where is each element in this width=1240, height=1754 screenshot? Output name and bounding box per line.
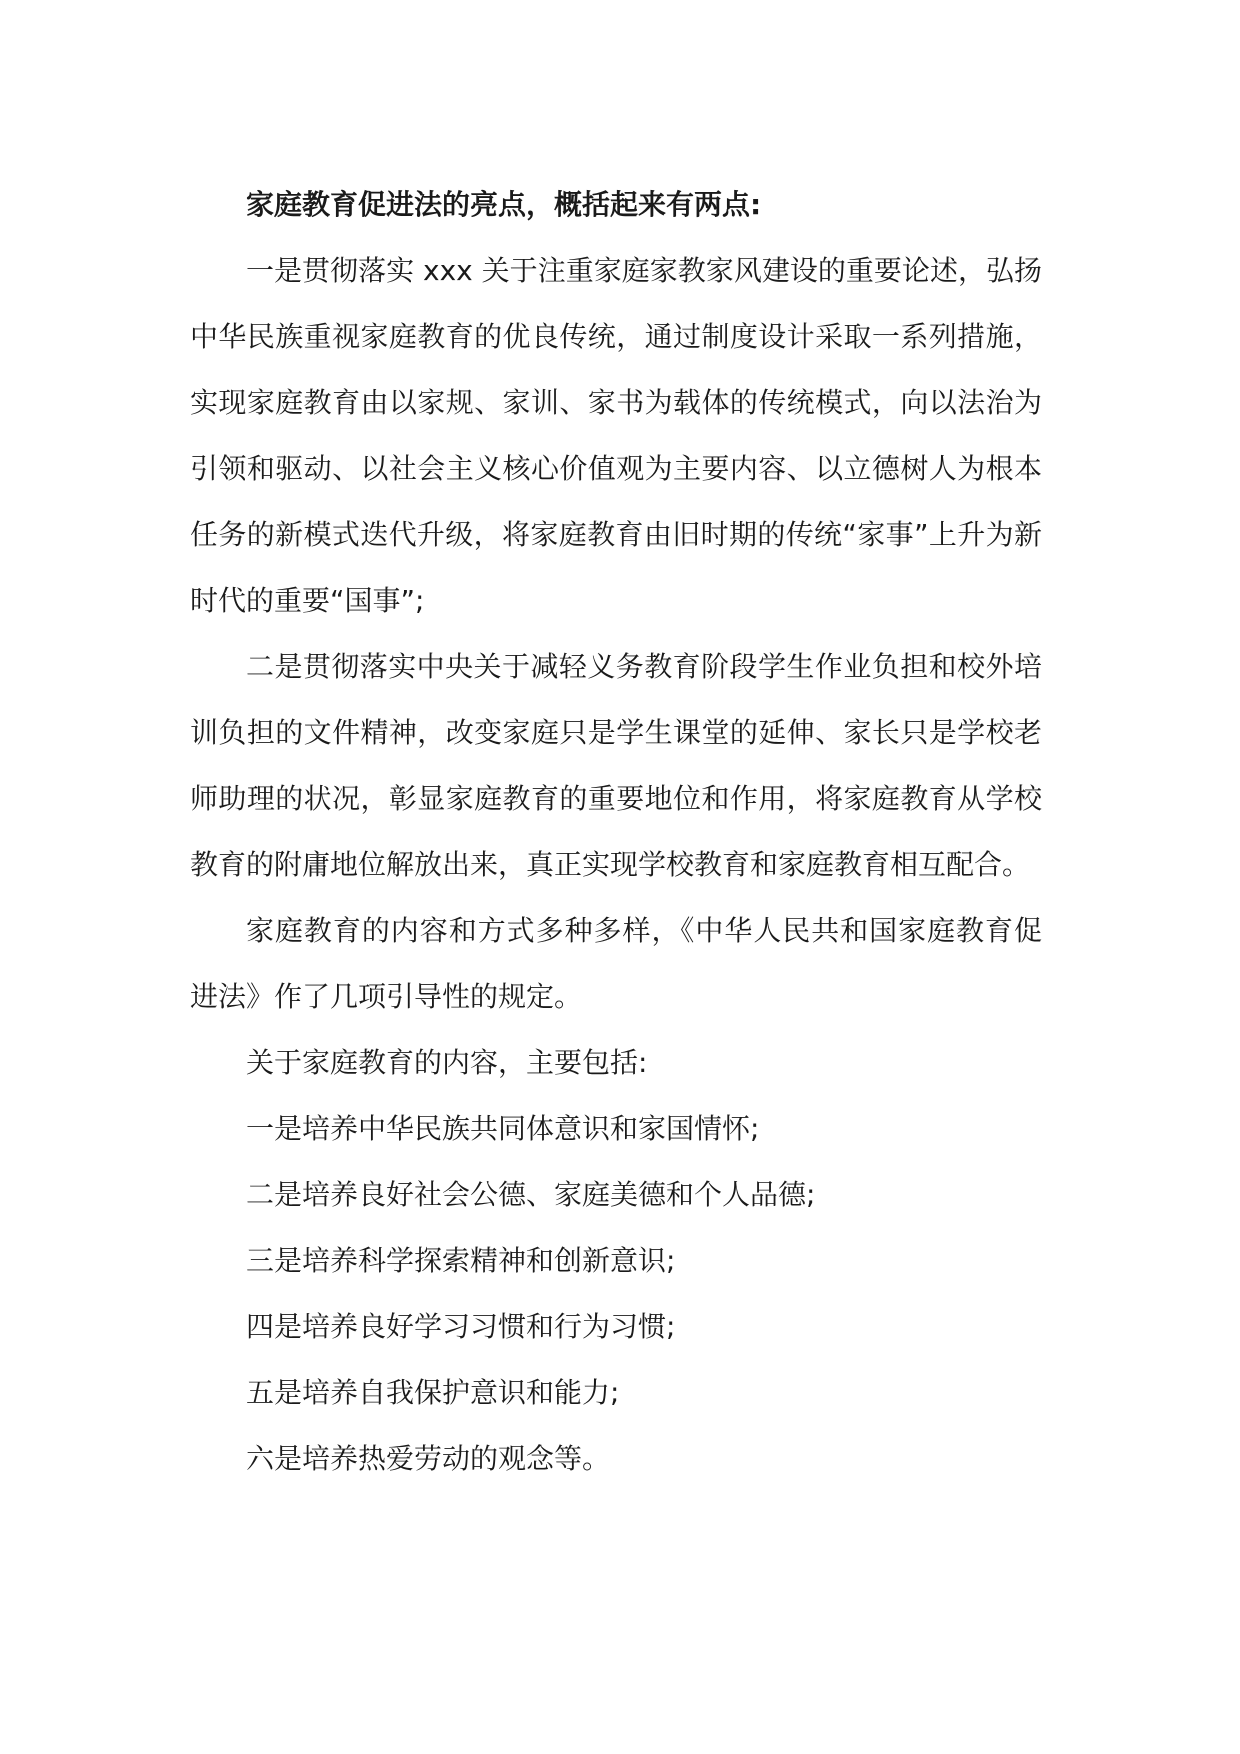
paragraph-4: 关于家庭教育的内容，主要包括: bbox=[246, 1046, 648, 1079]
document-heading: 家庭教育促进法的亮点，概括起来有两点: bbox=[246, 188, 762, 221]
list-item-3: 三是培养科学探索精神和创新意识; bbox=[246, 1244, 676, 1277]
document-body bbox=[190, 172, 1042, 1492]
list-item-6: 六是培养热爱劳动的观念等。 bbox=[246, 1442, 611, 1475]
list-item-5: 五是培养自我保护意识和能力; bbox=[246, 1376, 620, 1409]
paragraph-3: 家庭教育的内容和方式多种多样，《中华人民共和国家庭教育促进法》作了几项引导性的规定。 bbox=[190, 914, 1042, 1013]
paragraph-2: 二是贯彻落实中央关于减轻义务教育阶段学生作业负担和校外培训负担的文件精神，改变家庭只是学生课堂的延伸、家长只是学校老师助理的状况，彰显家庭教育的重要地位和作用，将家庭教育从学校教育的附庸地位解放出来，真正实现学校教育和家庭教育相互配合。 bbox=[190, 650, 1042, 881]
list-item-4: 四是培养良好学习习惯和行为习惯; bbox=[246, 1310, 676, 1343]
list-item-1: 一是培养中华民族共同体意识和家国情怀; bbox=[246, 1112, 760, 1145]
list-item-2: 二是培养良好社会公德、家庭美德和个人品德; bbox=[246, 1178, 816, 1211]
paragraph-1: 一是贯彻落实 xxx 关于注重家庭家教家风建设的重要论述，弘扬中华民族重视家庭教育的优良传统，通过制度设计采取一系列措施，实现家庭教育由以家规、家训、家书为载体的传统模式，向以法治为引领和驱动、以社会主义核心价值观为主要内容、以立德树人为根本任务的新模式迭代升级，将家庭教育由旧时期的传统“家事”上升为新时代的重要“国事”; bbox=[190, 254, 1042, 617]
